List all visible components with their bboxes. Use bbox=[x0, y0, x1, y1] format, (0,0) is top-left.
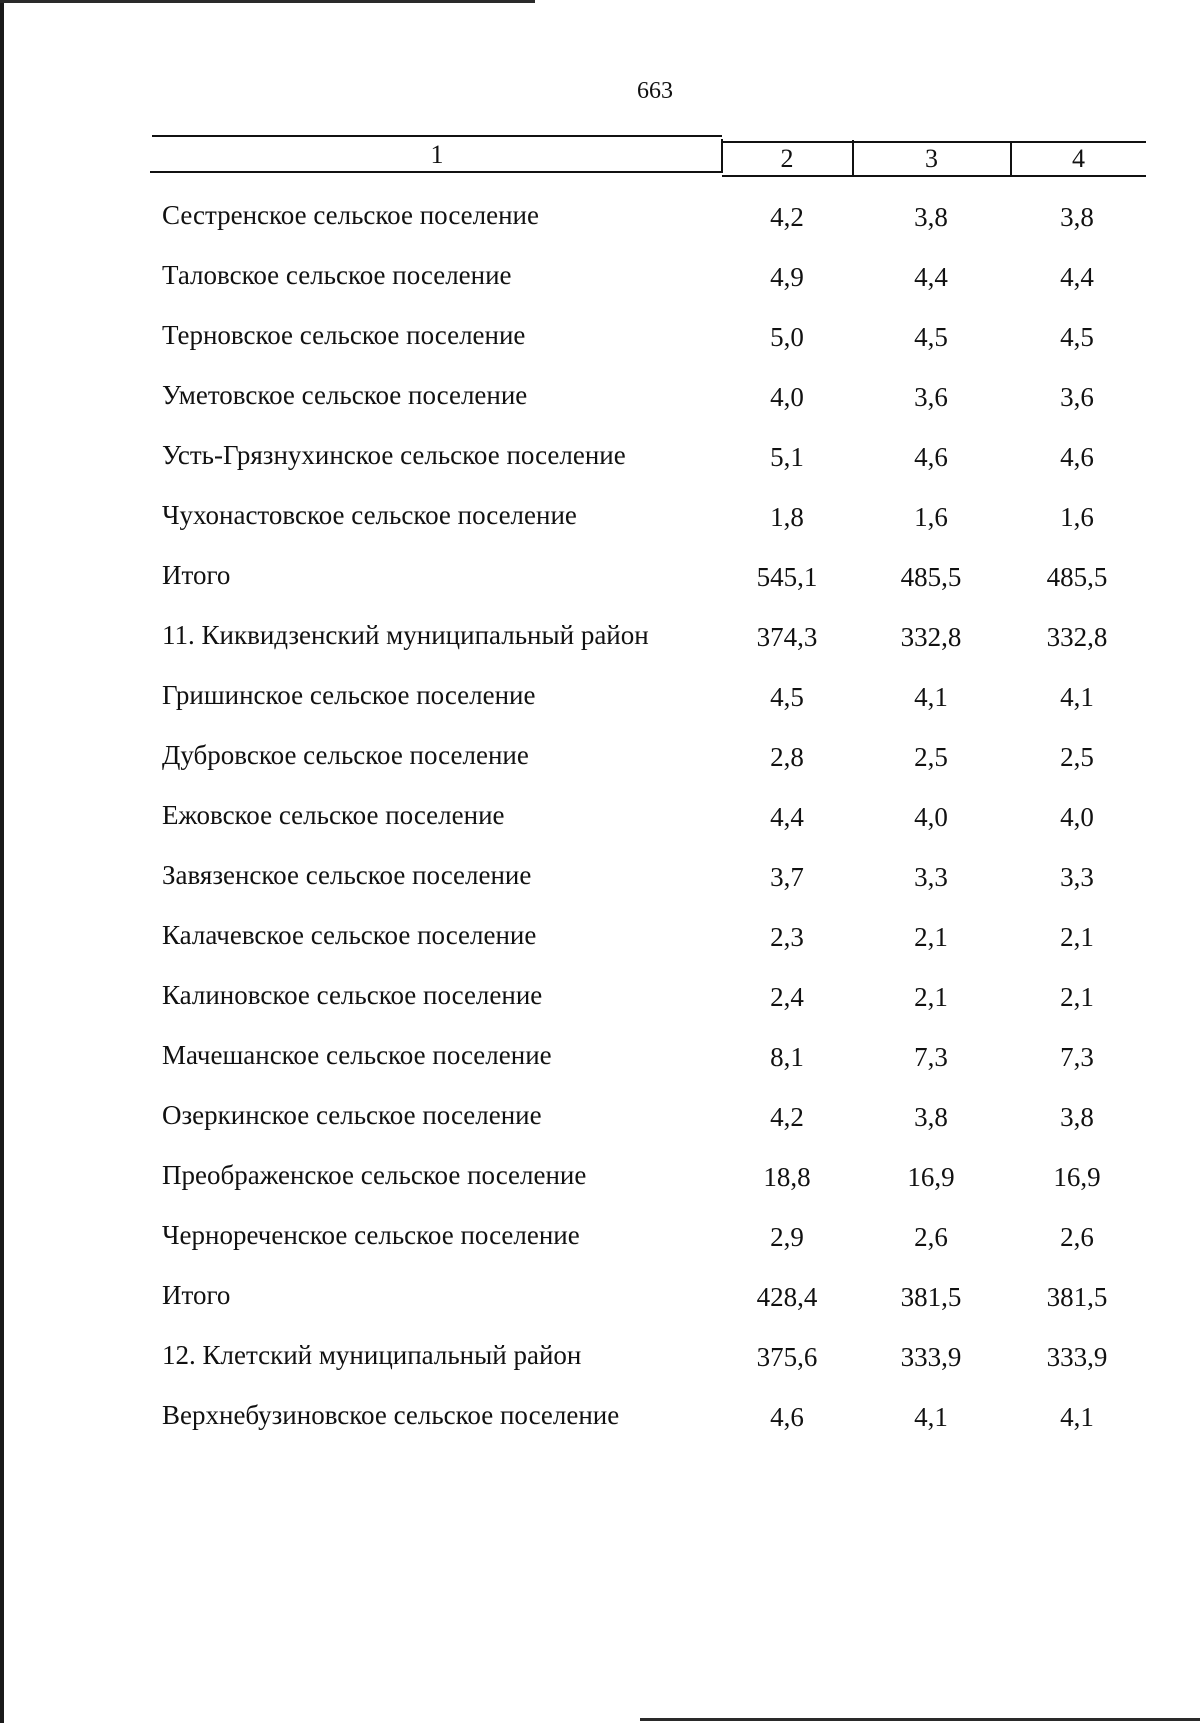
row-value-c2: 4,5 bbox=[770, 682, 804, 712]
row-value-c2: 2,4 bbox=[770, 982, 804, 1012]
row-name-cell: Усть-Грязнухинское сельское поселение bbox=[162, 440, 626, 470]
row-value-c3: 4,4 bbox=[914, 262, 948, 292]
row-name-cell: Итого bbox=[162, 1280, 231, 1310]
row-name-cell: Чухонастовское сельское поселение bbox=[162, 500, 577, 530]
row-value-c2: 4,9 bbox=[770, 262, 804, 292]
row-name-cell: 11. Киквидзенский муниципальный район bbox=[162, 620, 649, 650]
row-value-c2: 375,6 bbox=[756, 1342, 818, 1372]
row-name-cell: 12. Клетский муниципальный район bbox=[162, 1340, 582, 1370]
row-value-c3: 333,9 bbox=[900, 1342, 962, 1372]
row-value-c4: 4,1 bbox=[1060, 1402, 1094, 1432]
table-row bbox=[0, 1220, 1200, 1280]
row-value-c4: 2,1 bbox=[1060, 922, 1094, 952]
row-value-c3: 4,6 bbox=[914, 442, 948, 472]
row-value-c2: 4,2 bbox=[770, 1102, 804, 1132]
row-name-cell: Мачешанское сельское поселение bbox=[162, 1040, 552, 1070]
row-value-c3: 3,6 bbox=[914, 382, 948, 412]
header-top-rule-right bbox=[722, 141, 1146, 143]
row-value-c2: 2,9 bbox=[770, 1222, 804, 1252]
row-value-c4: 7,3 bbox=[1060, 1042, 1094, 1072]
row-value-c3: 4,1 bbox=[914, 682, 948, 712]
row-value-c3: 3,8 bbox=[914, 1102, 948, 1132]
table-row bbox=[0, 320, 1200, 380]
column-header-4: 4 bbox=[1072, 144, 1085, 173]
row-value-c3: 7,3 bbox=[914, 1042, 948, 1072]
row-value-c4: 4,5 bbox=[1060, 322, 1094, 352]
row-value-c4: 333,9 bbox=[1046, 1342, 1108, 1372]
table-row bbox=[0, 200, 1200, 260]
row-name-cell: Ежовское сельское поселение bbox=[162, 800, 505, 830]
row-value-c3: 16,9 bbox=[907, 1162, 955, 1192]
row-value-c2: 5,1 bbox=[770, 442, 804, 472]
row-value-c4: 4,4 bbox=[1060, 262, 1094, 292]
row-value-c3: 2,6 bbox=[914, 1222, 948, 1252]
table-row bbox=[0, 560, 1200, 620]
row-value-c3: 332,8 bbox=[900, 622, 962, 652]
row-value-c2: 2,3 bbox=[770, 922, 804, 952]
page-number: 663 bbox=[637, 78, 673, 104]
row-value-c4: 332,8 bbox=[1046, 622, 1108, 652]
header-bottom-rule-right bbox=[722, 175, 1146, 177]
row-value-c2: 2,8 bbox=[770, 742, 804, 772]
row-value-c3: 4,5 bbox=[914, 322, 948, 352]
table-row bbox=[0, 1040, 1200, 1100]
table-row bbox=[0, 860, 1200, 920]
table-row bbox=[0, 740, 1200, 800]
row-value-c4: 3,3 bbox=[1060, 862, 1094, 892]
row-value-c4: 3,8 bbox=[1060, 202, 1094, 232]
column-header-2: 2 bbox=[780, 144, 794, 173]
row-value-c3: 3,3 bbox=[914, 862, 948, 892]
row-value-c2: 4,2 bbox=[770, 202, 804, 232]
row-value-c4: 2,5 bbox=[1060, 742, 1094, 772]
row-value-c4: 2,6 bbox=[1060, 1222, 1094, 1252]
table-row bbox=[0, 500, 1200, 560]
row-value-c4: 4,1 bbox=[1060, 682, 1094, 712]
row-name-cell: Озеркинское сельское поселение bbox=[162, 1100, 542, 1130]
table-row bbox=[0, 1280, 1200, 1340]
row-value-c3: 4,1 bbox=[914, 1402, 948, 1432]
row-value-c2: 4,6 bbox=[770, 1402, 804, 1432]
row-name-cell: Уметовское сельское поселение bbox=[162, 380, 528, 410]
row-name-cell: Терновское сельское поселение bbox=[162, 320, 526, 350]
row-name-cell: Калиновское сельское поселение bbox=[162, 980, 543, 1010]
table-row bbox=[0, 920, 1200, 980]
row-value-c3: 2,5 bbox=[914, 742, 948, 772]
row-name-cell: Завязенское сельское поселение bbox=[162, 860, 532, 890]
table-row bbox=[0, 620, 1200, 680]
row-name-cell: Преображенское сельское поселение bbox=[162, 1160, 587, 1190]
row-value-c2: 428,4 bbox=[756, 1282, 818, 1312]
row-value-c2: 374,3 bbox=[756, 622, 818, 652]
row-name-cell: Дубровское сельское поселение bbox=[162, 740, 529, 770]
table-row bbox=[0, 260, 1200, 320]
row-value-c4: 3,8 bbox=[1060, 1102, 1094, 1132]
row-value-c2: 545,1 bbox=[756, 562, 818, 592]
row-value-c2: 8,1 bbox=[770, 1042, 804, 1072]
row-value-c2: 3,7 bbox=[770, 862, 804, 892]
row-value-c2: 1,8 bbox=[770, 502, 804, 532]
row-name-cell: Чернореченское сельское поселение bbox=[162, 1220, 580, 1250]
row-value-c3: 4,0 bbox=[914, 802, 948, 832]
row-value-c4: 2,1 bbox=[1060, 982, 1094, 1012]
table-row bbox=[0, 440, 1200, 500]
row-value-c3: 381,5 bbox=[900, 1282, 962, 1312]
row-value-c4: 4,0 bbox=[1060, 802, 1094, 832]
row-value-c2: 18,8 bbox=[763, 1162, 811, 1192]
row-value-c3: 3,8 bbox=[914, 202, 948, 232]
row-value-c4: 485,5 bbox=[1046, 562, 1108, 592]
header-top-rule bbox=[152, 135, 722, 137]
row-value-c3: 2,1 bbox=[914, 982, 948, 1012]
table-row bbox=[0, 1340, 1200, 1400]
row-name-cell: Верхнебузиновское сельское поселение bbox=[162, 1400, 620, 1430]
row-value-c3: 1,6 bbox=[914, 502, 948, 532]
table-row bbox=[0, 680, 1200, 740]
table-row bbox=[0, 1100, 1200, 1160]
row-value-c4: 1,6 bbox=[1060, 502, 1094, 532]
row-name-cell: Таловское сельское поселение bbox=[162, 260, 512, 290]
row-value-c4: 4,6 bbox=[1060, 442, 1094, 472]
scan-edge-bottom bbox=[640, 1718, 1200, 1721]
row-value-c2: 5,0 bbox=[770, 322, 804, 352]
row-value-c3: 485,5 bbox=[900, 562, 962, 592]
column-header-3: 3 bbox=[925, 144, 938, 173]
row-value-c4: 16,9 bbox=[1053, 1162, 1101, 1192]
scan-edge-top bbox=[0, 0, 535, 3]
table-row bbox=[0, 380, 1200, 440]
header-bottom-rule bbox=[150, 171, 722, 173]
column-header-1: 1 bbox=[430, 140, 444, 169]
table-row bbox=[0, 1160, 1200, 1220]
row-value-c2: 4,4 bbox=[770, 802, 804, 832]
row-value-c4: 381,5 bbox=[1046, 1282, 1108, 1312]
row-value-c3: 2,1 bbox=[914, 922, 948, 952]
row-name-cell: Гришинское сельское поселение bbox=[162, 680, 536, 710]
table-row bbox=[0, 1400, 1200, 1460]
row-name-cell: Итого bbox=[162, 560, 231, 590]
row-value-c4: 3,6 bbox=[1060, 382, 1094, 412]
row-value-c2: 4,0 bbox=[770, 382, 804, 412]
table-row bbox=[0, 980, 1200, 1040]
table-row bbox=[0, 800, 1200, 860]
row-name-cell: Сестренское сельское поселение bbox=[162, 200, 539, 230]
row-name-cell: Калачевское сельское поселение bbox=[162, 920, 537, 950]
